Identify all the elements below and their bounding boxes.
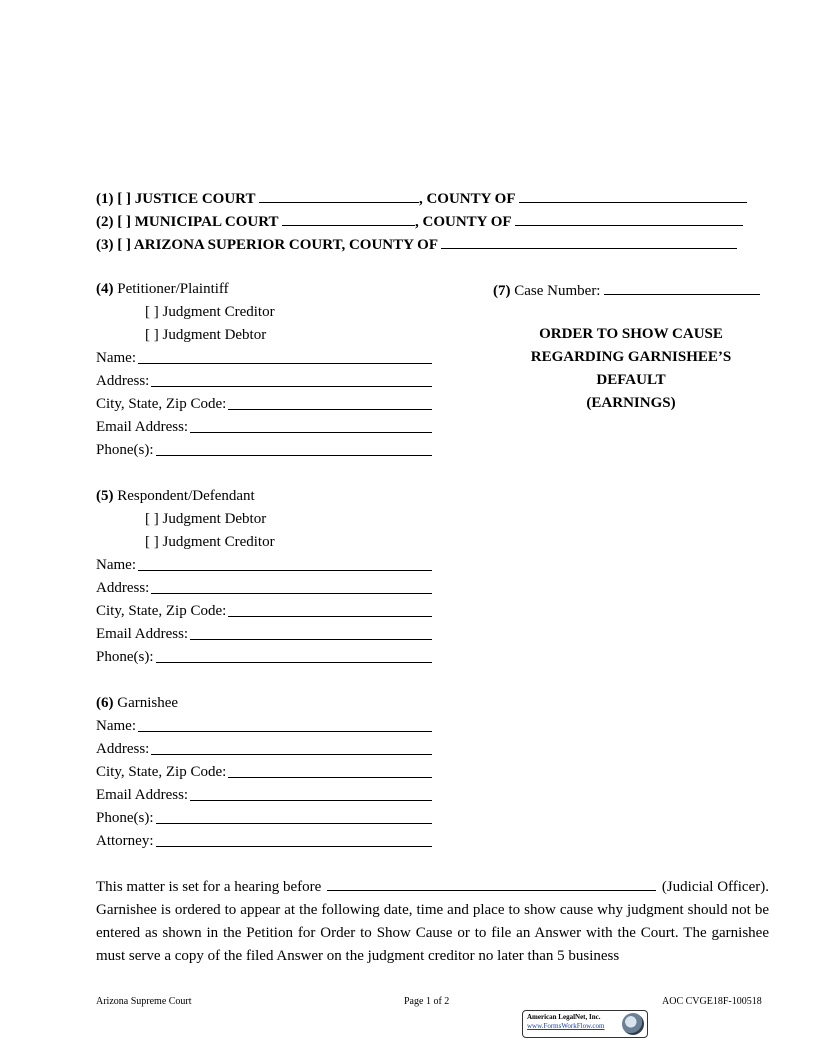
logo-emblem-icon [622,1013,644,1035]
garnishee-address-field[interactable]: Address: [96,740,432,758]
municipal-county-blank[interactable] [515,211,743,226]
superior-county-blank[interactable] [441,234,737,249]
court-line-superior [96,234,737,254]
garnishee-city-field[interactable]: City, State, Zip Code: [96,763,432,781]
garnishee-email-field[interactable]: Email Address: [96,786,432,804]
justice-court-label: (1) [ ] JUSTICE COURT [96,191,256,207]
superior-court-label: (3) [ ] ARIZONA SUPERIOR COURT, COUNTY OF [96,237,438,253]
case-number-blank[interactable] [604,280,760,295]
respondent-phone-field[interactable]: Phone(s): [96,648,432,666]
justice-county-label: , COUNTY OF [418,191,515,207]
justice-court-blank[interactable] [259,188,419,203]
respondent-option-debtor[interactable]: [ ] Judgment Debtor [145,511,267,527]
footer-left: Arizona Supreme Court [96,996,192,1007]
municipal-court-label: (2) [ ] MUNICIPAL COURT [96,214,279,230]
petitioner-option-creditor[interactable]: [ ] Judgment Creditor [145,304,275,320]
court-line-municipal [96,211,743,231]
document-title: ORDER TO SHOW CAUSE REGARDING GARNISHEE’S DEFAULT (EARNINGS) [530,326,732,411]
municipal-county-label: , COUNTY OF [415,214,511,230]
municipal-court-blank[interactable] [282,211,415,226]
garnishee-phone-field[interactable]: Phone(s): [96,809,432,827]
garnishee-attorney-field[interactable]: Attorney: [96,832,432,850]
hearing-paragraph [96,876,769,968]
petitioner-heading: (4) Petitioner/Plaintiff [96,281,229,297]
page-number: Page 1 of 2 [404,996,450,1007]
hearing-body-text: Garnishee is ordered to appear at the following date, time and place to show cause why judgment should not be entered as shown in the Petition for Order to Show Cause or to file an Answer with the Court. The garnishee must serve a copy of the filed Answer on the judgment creditor no later than 5 business [96,902,769,964]
respondent-city-field[interactable]: City, State, Zip Code: [96,602,432,620]
hearing-first-line: This matter is set for a hearing before (Judicial Officer). [96,876,769,899]
petitioner-email-field[interactable]: Email Address: [96,418,432,436]
petitioner-phone-field[interactable]: Phone(s): [96,441,432,459]
justice-county-blank[interactable] [519,188,747,203]
petitioner-city-field[interactable]: City, State, Zip Code: [96,395,432,413]
garnishee-name-field[interactable]: Name: [96,717,432,735]
respondent-heading: (5) Respondent/Defendant [96,488,255,504]
respondent-name-field[interactable]: Name: [96,556,432,574]
legalnet-logo[interactable] [522,1010,648,1038]
respondent-option-creditor[interactable]: [ ] Judgment Creditor [145,534,275,550]
case-number-line: (7) Case Number: [493,280,760,300]
petitioner-name-field[interactable]: Name: [96,349,432,367]
logo-company: American LegalNet, Inc. [527,1013,601,1021]
respondent-email-field[interactable]: Email Address: [96,625,432,643]
garnishee-heading: (6) Garnishee [96,695,179,711]
logo-url[interactable]: www.FormsWorkFlow.com [527,1022,605,1030]
form-code: AOC CVGE18F-100518 [662,996,762,1007]
court-line-justice [96,188,747,208]
respondent-address-field[interactable]: Address: [96,579,432,597]
petitioner-address-field[interactable]: Address: [96,372,432,390]
judicial-officer-blank[interactable] [327,876,655,891]
petitioner-option-debtor[interactable]: [ ] Judgment Debtor [145,327,267,343]
